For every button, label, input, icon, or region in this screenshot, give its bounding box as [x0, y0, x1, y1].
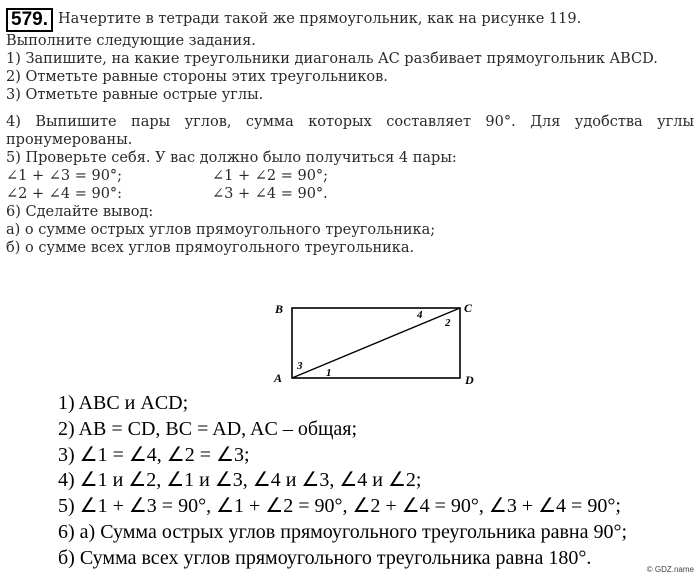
answers-block [58, 391, 627, 572]
task-item-5: 5) Проверьте себя. У вас должно было получиться 4 пары: [6, 150, 457, 166]
vertex-label-a: A [274, 371, 283, 385]
vertex-label-b: B [275, 302, 284, 316]
task-text [6, 8, 694, 257]
answer-6a: 6) а) Сумма острых углов прямоугольного треугольника равна 90°; [58, 520, 628, 543]
angle-pair: ∠2 + ∠4 = 90°: [6, 186, 123, 202]
task-item-6a: а) о сумме острых углов прямоугольного треугольника; [6, 222, 436, 238]
task-item-3: 3) Отметьте равные острые углы. [6, 87, 264, 103]
angle-pair: ∠1 + ∠3 = 90°; [6, 168, 123, 184]
angle-label-1: 1 [326, 367, 332, 379]
answer-6b: б) Сумма всех углов прямоугольного треугольника равна 180°. [58, 546, 592, 569]
task-item-4: 4) Выпишите пары углов, сумма которых составляет 90°. Для удобства углы пронумерованы. [6, 114, 694, 148]
angle-pair: ∠1 + ∠2 = 90°; [212, 168, 329, 184]
answer-1: 1) ABC и ACD; [58, 392, 189, 414]
angle-label-2: 2 [445, 317, 451, 329]
task-number: 579. [6, 8, 53, 32]
diagonal-ac [292, 308, 460, 378]
task-item-6b: б) о сумме всех углов прямоугольного треугольника. [6, 240, 415, 256]
angle-pair: ∠3 + ∠4 = 90°. [212, 186, 328, 202]
task-item-2: 2) Отметьте равные стороны этих треугольников. [6, 69, 388, 85]
answer-4: 4) ∠1 и ∠2, ∠1 и ∠3, ∠4 и ∠3, ∠4 и ∠2; [58, 469, 422, 492]
answer-3: 3) ∠1 = ∠4, ∠2 = ∠3; [58, 443, 250, 466]
vertex-label-d: D [465, 373, 474, 387]
task-item-6: 6) Сделайте вывод: [6, 204, 154, 220]
task-item-1: 1) Запишите, на какие треугольники диагональ AC разбивает прямоугольник ABCD. [6, 51, 658, 67]
task-line-2: Выполните следующие задания. [6, 33, 256, 49]
angle-label-3: 3 [297, 360, 303, 372]
watermark: © GDZ.name [646, 565, 694, 574]
angle-label-4: 4 [417, 309, 423, 321]
vertex-label-c: C [464, 301, 473, 315]
rectangle-figure [268, 296, 488, 392]
task-line-1: 579. Начертите в тетради такой же прямоугольник, как на рисунке 119. [6, 8, 694, 32]
answer-5: 5) ∠1 + ∠3 = 90°, ∠1 + ∠2 = 90°, ∠2 + ∠4 = 90°, ∠3 + ∠4 = 90°; [58, 495, 621, 518]
angle-pairs-row-1 [6, 167, 694, 185]
angle-pairs-row-2 [6, 185, 694, 203]
answer-2: 2) AB = CD, BC = AD, AC – общая; [58, 417, 358, 440]
